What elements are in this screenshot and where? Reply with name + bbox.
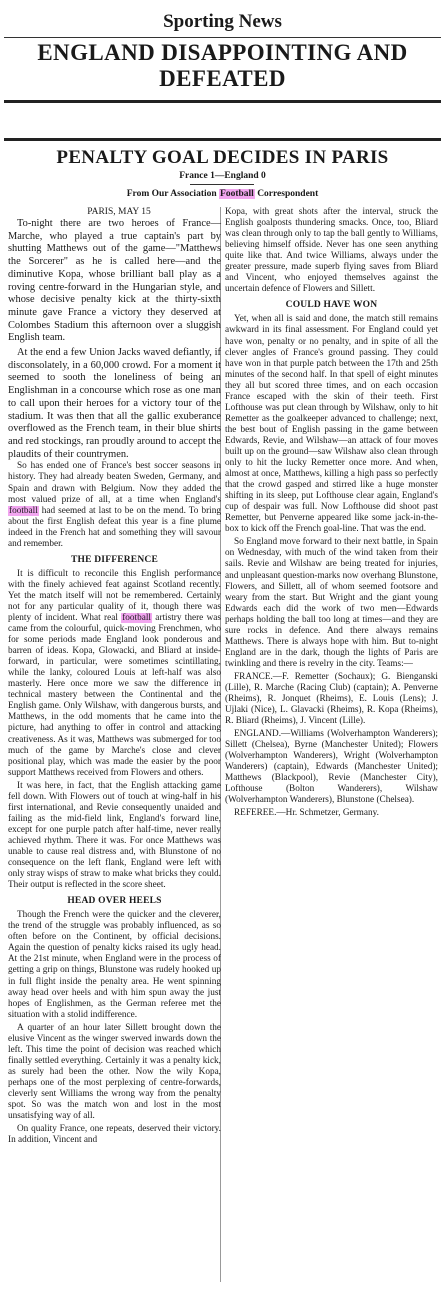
- byline-highlight: Football: [220, 189, 254, 199]
- section-header: [4, 6, 441, 38]
- paragraph: Yet, when all is said and done, the match still remains awkward in its final assessment. For England could yet have won, penalty or no penalty, and in spite of all the clever angles of France's ground passing. They could have won in that purple patch between the 17th and 25th minutes of the second half. In that spell of eight minutes they all but scored three times, and on each occasion France escaped with the skin of their teeth. First Lofthouse was put clean through by Wilshaw, only to hit Remetter as the goalkeeper advanced to challenge; next, the best bout of English passing in the game between Edwards, Revie, and Wilshaw—an attack of four moves built up on the ground—saw Wilshaw also clean through only to hit the lucky Remetter once more. And when, almost at once, Matthews, killing a high pass so perfectly that the crowd gasped and stirred like a huge monster shifting in its sleep, put Lofthouse clear again, England's cup of despair was full. Now Lofthouse did shoot past Remetter, but Penverne appeared like some jack-in-the-box to kick off the French goal-line. That was the end.: [225, 314, 438, 535]
- paragraph: So has ended one of France's best soccer seasons in history. They had already beaten Sweden, Germany, and Spain and drawn with Belgium. Now they added the most valued prize of all, at a time when England's football had seemed at last to be on the mend. To bring about the first English defeat this year is a fine plume indeed in the French hat and something they will savour and remember.: [8, 461, 221, 549]
- score-line: France 1—England 0: [179, 171, 266, 181]
- paragraph: On quality France, one repeats, deserved their victory. In addition, Vincent and: [8, 1124, 221, 1146]
- crosshead-difference: THE DIFFERENCE: [71, 554, 158, 565]
- paragraph: At the end a few Union Jacks waved defiantly, if disconsolately, in a 60,000 crowd. For a moment it seemed to sooth the loneliness of being an Englishman in a concourse which rose as one man to call upon their heroes for a victory tour of the stadium. It was then that all the gallic exuberance overflowed as the French team, in their blue shirts and red stockings, ran proudly around to accept the plaudits of their countrymen.: [8, 347, 221, 460]
- crosshead-could-have-won: COULD HAVE WON: [285, 300, 378, 311]
- paragraph: It is difficult to reconcile this English performance with the finely achieved feat against Scotland recently. Yet the match itself will not be remembered. Certainly not for any particular quality of it, though there was plenty of incident. What real football artistry there was came from the colourful, quick-moving Frenchmen, who for some periods made England look ponderous and barren of ideas. Kopa, Glowacki, and Bliard at inside-forward, in particular, were sometimes scintillating, while the lanky, coloured Louis at left-half was also masterly. Here once more we saw the difference in technical mastery between the Continental and the English game. Only Wilshaw, with dangerous bursts, and Matthews, in the odd moments that he came into the picture, had anything to offer in control and attacking creativeness. As it was, Matthews was submerged for too much of the game by Marche's close and clever positional play, which was made the easier by the poor support Matthews received from Flowers and others.: [8, 568, 221, 778]
- team-france: FRANCE.—F. Remetter (Sochaux); G. Bienganski (Lille), R. Marche (Racing Club) (captain); A. Penverne (Rheims), R. Jonquet (Rheims), E. Louis (Lens); J. Ujlaki (Nice), L. Glavacki (Rheims), R. Kopa (Rheims), R. Bliard (Rheims), J. Vincent (Lille).: [225, 671, 438, 727]
- paragraph: It was here, in fact, that the English attacking game fell down. With Flowers out of touch at wing-half in his first international, and Revie consequently unaided and failing as the mid-field link, England's forward line, except for one purple patch after half-time, never really achieved rhythm. There it was. For once Matthews was unable to cause real distress and, with Blunstone of no consequence on the left flank, England were left with only stray wisps of straw to make what bricks they could. Their output is reflected in the score sheet.: [8, 780, 221, 891]
- team-england: ENGLAND.—Williams (Wolverhampton Wanderers); Sillett (Chelsea), Byrne (Manchester United); Flowers (Wolverhampton Wanderers), Wright (Wolverhampton Wanderers) (captain), Edwards (Manchester United); Matthews (Blackpool), Revie (Manchester City), Lofthouse (Bolton Wanderers), Wilshaw (Wolverhampton Wanderers), Blunstone (Chelsea).: [225, 729, 438, 806]
- paragraph: To-night there are two heroes of France—Marche, who played a true captain's part by shutting Matthews out of the game—"Matthews the Sorcerer" as he is called here—and the diminutive Kopa, whose brilliant ball play as a roving centre-forward in the Hungarian style, and whose decisive penalty kick at the thirty-sixth minute gave France a victory they deserved at Colombes Stadium this afternoon over a sluggish English team.: [8, 218, 221, 344]
- dateline: PARIS, MAY 15: [87, 207, 151, 217]
- byline-prefix: From Our Association: [126, 189, 220, 199]
- highlight-football: football: [122, 613, 151, 624]
- byline-suffix: Correspondent: [254, 189, 319, 199]
- highlight-football: football: [9, 505, 38, 516]
- paragraph: Kopa, with great shots after the interval, struck the English goalposts thundering smacks. Once, too, Bliard was clean through only to tap the ball gently to Williams, believing himself offside. Never has one seen anything quite like that. And twice Williams, always under the greater pressure, made superb flying saves from Bliard and Vincent, who enjoyed themselves against the uncertain defence of Flowers and Sillett.: [225, 207, 438, 295]
- crosshead-head-over-heels: HEAD OVER HEELS: [67, 896, 162, 907]
- score-rule: [190, 184, 254, 185]
- lead-text: [8, 218, 221, 461]
- headline-rule-bottom: [4, 138, 441, 141]
- headline: ENGLAND DISAPPOINTING AND DEFEATED: [37, 40, 408, 91]
- right-column: [225, 207, 438, 820]
- left-column: [8, 207, 221, 1146]
- section-title: Sporting News: [163, 11, 282, 32]
- byline: [0, 189, 445, 199]
- subheadline: PENALTY GOAL DECIDES IN PARIS: [56, 147, 389, 168]
- paragraph: A quarter of an hour later Sillett brought down the elusive Vincent as the winger swerved inwards down the left. This time the point of decision was reached which finally settled everything. Certainly it was a penalty kick, as surely had been the other. Now the wily Kopa, perhaps one of the most perplexing of centre-forwards, cleverly sent Williams the wrong way from the penalty spot. So was the match won and lost in the most unsatisfying way of all.: [8, 1022, 221, 1122]
- paragraph: Though the French were the quicker and the cleverer, the trend of the struggle was probably influenced, as so often before on the Continent, by official decisions. Again the question of penalty kicks raised its ugly head. At the 21st minute, when England were in the process of getting a grip on things, Blunstone was rudely hooked up in full flight inside the penalty area. He went spinning away head over heels and with him spun away the just hopes of Englishmen, as the German referee met the situation with a stolid indifference.: [8, 910, 221, 1020]
- headline-rule-top: [4, 100, 441, 103]
- paragraph: So England move forward to their next battle, in Spain on Wednesday, with much of the wind taken from their sails. Revie and Wilshaw are being treated for injuries, and unpleasant question-marks now overhang Blunstone, Flowers, and Sillett, all of whom seemed footsore and weary from the start. But Wright and the giant young Edwards each did the work of two men—Edwards perhaps holding the ball too long at times—and they are sure rocks in defence. And there always remains Matthews. There is always hope with him. But to-night England are in the dark, though the lights of Paris are twinkling and there is revelry in the city. Teams:—: [225, 537, 438, 669]
- referee: REFEREE.—Hr. Schmetzer, Germany.: [234, 808, 379, 819]
